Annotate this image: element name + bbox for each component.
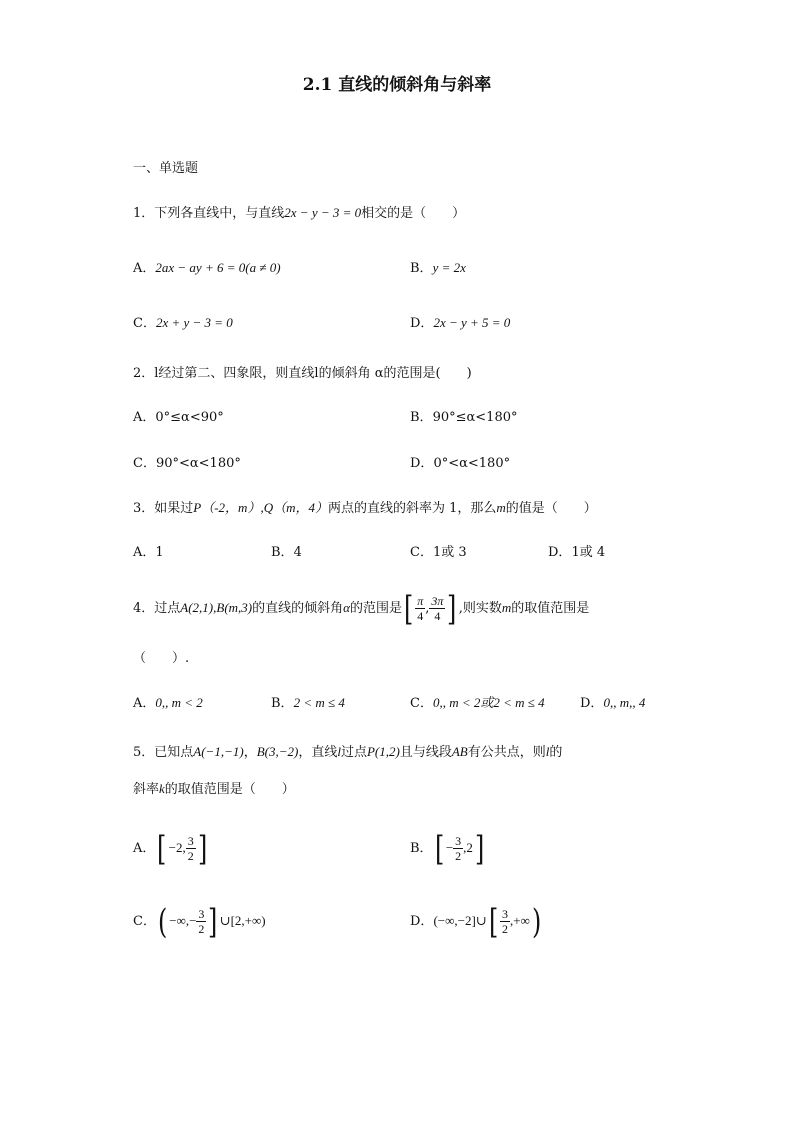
left-paren: ( <box>157 901 168 942</box>
option-text: 1或 3 <box>432 545 467 560</box>
q4-option-a[interactable] <box>133 692 203 711</box>
q5-option-a[interactable] <box>133 828 209 869</box>
option-text-tail: ∪[2,+∞) <box>219 913 266 928</box>
q5-line-l-2: l <box>545 744 550 759</box>
section-heading: 一、单选题 <box>133 161 199 176</box>
question-5-stem <box>133 741 562 760</box>
q5-point-b: B(3,−2) <box>256 744 299 759</box>
page-title: 2.1 直线的倾斜角与斜率 <box>302 75 492 95</box>
q3-stem-text: 3．如果过 <box>133 501 194 516</box>
option-text: 0,, m < 2或2 < m ≤ 4 <box>432 695 545 710</box>
option-label: C． <box>133 316 156 331</box>
option-label: D． <box>410 914 434 929</box>
q4-option-c[interactable] <box>410 692 545 711</box>
q5-stem-tail: 的取值范围是（ ） <box>164 782 295 797</box>
fraction-denominator: 2 <box>187 849 194 863</box>
option-label: D． <box>410 456 434 471</box>
option-label: D． <box>548 545 572 560</box>
right-paren: ) <box>531 901 542 942</box>
option-text: 1或 4 <box>571 545 606 560</box>
option-label: D． <box>410 316 434 331</box>
fraction-denominator: 2 <box>501 922 508 936</box>
q5-stem-line-2 <box>133 778 295 797</box>
q3-option-b[interactable] <box>271 541 302 560</box>
option-label: C． <box>133 914 156 929</box>
q5-stem-segment: 且与线段 <box>399 745 452 760</box>
q5-option-c[interactable] <box>133 901 266 942</box>
option-text: 2 < m ≤ 4 <box>293 695 345 710</box>
option-label: A． <box>133 261 156 276</box>
right-bracket: ] <box>447 588 457 629</box>
q5-slope-text: 斜率 <box>133 782 160 797</box>
q4-stem-tail: 的取值范围是 <box>511 601 590 616</box>
fraction-numerator: 3 <box>455 834 462 848</box>
option-label: A． <box>133 410 156 425</box>
q4-option-b[interactable] <box>271 692 345 711</box>
option-text: 4 <box>293 545 302 560</box>
q2-option-c[interactable] <box>133 452 241 471</box>
option-text: 90°≤α<180° <box>432 410 518 425</box>
q5-slope-k: k <box>159 781 165 796</box>
q5-stem-text: 5．已知点 <box>133 745 194 760</box>
option-label: D． <box>580 696 604 711</box>
q3-option-c[interactable] <box>410 541 467 560</box>
q1-stem-text: 1．下列各直线中，与直线 <box>133 206 285 221</box>
left-bracket: [ <box>157 828 167 869</box>
fraction-denominator: 4 <box>417 609 424 623</box>
fraction-numerator: 3 <box>187 834 194 848</box>
q5-stem-common: 有公共点，则 <box>467 745 546 760</box>
q3-stem-tail: 的值是（ ） <box>505 501 597 516</box>
left-bracket: [ <box>434 828 444 869</box>
q4-alpha: α <box>343 600 350 615</box>
option-label: B． <box>410 261 433 276</box>
option-label: C． <box>133 456 156 471</box>
q1-option-c[interactable] <box>133 312 233 331</box>
q4-stem-then: ,则实数 <box>458 601 502 616</box>
q1-option-a[interactable] <box>133 257 281 276</box>
option-text: 0°≤α<90° <box>155 410 224 425</box>
option-text: y = 2x <box>432 260 466 275</box>
option-fraction <box>186 834 196 863</box>
q2-option-b[interactable] <box>410 406 517 425</box>
q5-stem-through: 过点 <box>340 745 367 760</box>
q5-stem-line: ，直线 <box>298 745 338 760</box>
q3-stem-mid: 两点的直线的斜率为 1，那么 <box>327 501 497 516</box>
right-bracket: ] <box>208 901 218 942</box>
q5-point-a: A(−1,−1) <box>193 744 244 759</box>
option-label: A． <box>133 696 156 711</box>
q1-equation: 2x − y − 3 = 0 <box>284 205 362 220</box>
q1-option-d[interactable] <box>410 312 510 331</box>
option-label: C． <box>410 545 433 560</box>
q5-line-l: l <box>337 744 341 759</box>
fraction-numerator: 3 <box>501 907 508 921</box>
option-fraction <box>453 834 463 863</box>
option-text: − <box>445 840 454 855</box>
option-label: A． <box>133 545 156 560</box>
q4-fraction-1 <box>415 594 425 623</box>
left-bracket: [ <box>403 588 414 629</box>
q5-separator: ， <box>243 745 257 760</box>
q1-stem-tail: 相交的是（ ） <box>361 206 466 221</box>
option-text: −∞,− <box>169 913 197 928</box>
q4-stem-range: 的范围是 <box>349 601 402 616</box>
option-text: 0°<α<180° <box>433 456 511 471</box>
q4-fraction-2 <box>429 594 445 623</box>
option-label: B． <box>271 545 294 560</box>
q3-variable: m <box>496 500 506 515</box>
fraction-numerator: π <box>417 594 424 608</box>
right-bracket: ] <box>474 828 485 869</box>
q3-points: P（-2，m）,Q（m，4） <box>193 500 328 515</box>
q3-option-a[interactable] <box>133 541 164 560</box>
q4-option-d[interactable] <box>580 692 645 711</box>
question-4-stem: 4．过点A(2,1),B(m,3)的直线的倾斜角α的范围是[ $\frac{\pi}{4}$ , $\frac{3\pi}{4}$ ] ,则实数m的取值范围是 <box>133 588 590 629</box>
fraction-denominator: 2 <box>198 922 205 936</box>
q2-option-a[interactable] <box>133 406 224 425</box>
q3-option-d[interactable] <box>548 541 605 560</box>
q5-segment-ab: AB <box>451 744 468 759</box>
option-text: −2, <box>168 840 186 855</box>
option-text: 2ax − ay + 6 = 0(a ≠ 0) <box>155 260 281 275</box>
option-text: (−∞,−2]∪ <box>433 913 487 928</box>
q4-variable: m <box>501 600 512 615</box>
option-text: 2x + y − 3 = 0 <box>155 315 233 330</box>
question-2-stem: 2．l经过第二、四象限，则直线l的倾斜角 α的范围是( ) <box>133 366 472 381</box>
option-text: 90°<α<180° <box>155 456 241 471</box>
option-label: B． <box>271 696 294 711</box>
option-label: A． <box>133 841 156 856</box>
q4-stem-text: 4．过点 <box>133 601 181 616</box>
option-fraction <box>196 907 206 936</box>
option-label: B． <box>410 410 433 425</box>
option-fraction <box>500 907 510 936</box>
fraction-denominator: 2 <box>455 849 462 863</box>
option-text-tail: ,+∞ <box>509 913 530 928</box>
q5-option-b[interactable] <box>410 828 486 869</box>
option-text: 0,, m,, 4 <box>603 695 646 710</box>
option-text: 0,, m < 2 <box>155 695 203 710</box>
fraction-numerator: 3π <box>431 594 444 608</box>
q4-stem-mid: 的直线的倾斜角 <box>252 601 344 616</box>
q1-option-b[interactable] <box>410 257 466 276</box>
fraction-numerator: 3 <box>198 907 205 921</box>
left-bracket: [ <box>488 901 498 942</box>
question-3-stem <box>133 497 597 516</box>
q4-points: A(2,1),B(m,3) <box>180 600 253 615</box>
right-bracket: ] <box>197 828 208 869</box>
q5-point-p: P(1,2) <box>366 744 400 759</box>
q5-stem-of: 的 <box>549 745 563 760</box>
question-1-stem <box>133 202 465 221</box>
option-label: B． <box>410 841 433 856</box>
option-text: 1 <box>155 545 164 560</box>
option-text-tail: ,2 <box>463 840 473 855</box>
q4-stem-continued: （ ）. <box>133 651 190 666</box>
fraction-denominator: 4 <box>434 609 441 623</box>
q5-option-d[interactable] <box>410 901 543 942</box>
option-label: C． <box>410 696 433 711</box>
q2-option-d[interactable] <box>410 452 510 471</box>
option-text: 2x − y + 5 = 0 <box>433 315 511 330</box>
